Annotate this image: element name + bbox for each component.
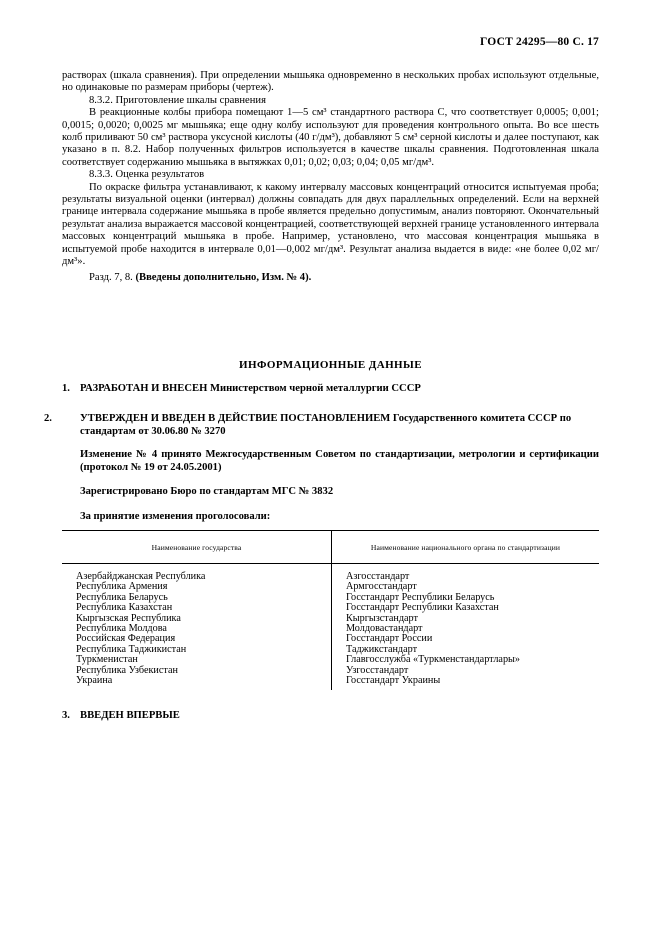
standards-body-name: Молдовастандарт (346, 623, 423, 635)
state-name: Республика Узбекистан (62, 666, 332, 676)
table-row (62, 564, 599, 583)
running-header: ГОСТ 24295—80 С. 17 (480, 36, 599, 48)
info-item-2-text: УТВЕРЖДЕН И ВВЕДЕН В ДЕЙСТВИЕ ПОСТАНОВЛЕНИЕМ Государственного комитета СССР по стандартам от 30.06.80 № 3270 (80, 413, 572, 437)
state-name: Республика Армения (62, 582, 332, 592)
amendment-reference (62, 272, 599, 284)
paragraph-result-evaluation: По окраске фильтра устанавливают, к какому интервалу массовых концентраций относится испытуемая проба; результаты визуальной оценки (интервал) должны совпадать для двух параллельных определений. Если на верхней границе интервала содержание мышьяка в пробе является предельно допустимым, анализ повторяют. Окончательный результат анализа выражается массовой концентрацией, соответствующей верхней границе установленного интервала массовых концентраций мышьяка в пробе. Например, установлено, что массовая концентрация мышьяка в испытуемой пробе находится в интервале 0,01—0,002 мг/дм³. Результат анализа выдается в виде: «не более 0,02 мг/дм³». (62, 181, 599, 268)
vote-table-header-state: Наименование государства (62, 531, 332, 564)
voted-note: За принятие изменения проголосовали: (80, 511, 271, 522)
state-name: Украина (62, 676, 332, 690)
state-name: Российская Федерация (62, 634, 332, 644)
change-note: Изменение № 4 принято Межгосударственным Советом по стандартизации, метрологии и сертификации (протокол № 19 от 24.05.2001) (80, 449, 599, 473)
info-item-1-number: 1. (62, 383, 70, 394)
standards-body-name: Главгосслужба «Туркменстандартлары» (346, 654, 520, 666)
info-item-1 (62, 383, 599, 396)
info-item-3 (62, 710, 599, 723)
info-item-1-text: РАЗРАБОТАН И ВНЕСЕН Министерством черной металлургии СССР (80, 383, 421, 394)
standards-body-name: Госстандарт Республики Беларусь (346, 591, 495, 603)
amendment-reference-plain: Разд. 7, 8. (89, 271, 136, 283)
body-text (62, 70, 599, 284)
standards-body-name: Госстандарт Республики Казахстан (346, 602, 499, 614)
state-name: Республика Беларусь (62, 593, 332, 603)
standards-body-name: Узгосстандарт (346, 664, 409, 676)
paragraph-scale-preparation: В реакционные колбы прибора помещают 1—5 см³ стандартного раствора С, что соответствует 0,0005; 0,001; 0,0015; 0,0020; 0,0025 мг мышьяка; еще одну колбу используют для проведения контрольного опыта. Во все шесть колб приливают 50 см³ раствора уксусной кислоты (40 г/дм³), добавляют 5 см³ серной кислоты и далее поступают, как указано в п. 8.2. Набор полученных фильтров используется в качестве шкалы сравнения. Подготовленная шкала соответствует содержанию мышьяка в вытяжках 0,01; 0,02; 0,03; 0,04; 0,05 мг/дм³. (62, 107, 599, 168)
standards-body-name: Азгосстандарт (346, 571, 410, 582)
table-row (62, 666, 599, 676)
state-name: Азербайджанская Республика (62, 564, 332, 583)
vote-table-header-row (62, 531, 599, 564)
info-item-2-number: 2. (44, 413, 52, 424)
state-name: Республика Молдова (62, 624, 332, 634)
state-name: Туркменистан (62, 655, 332, 665)
table-row (62, 676, 599, 690)
standards-body-name: Армгосстандарт (346, 581, 417, 593)
info-item-3-text: ВВЕДЕН ВПЕРВЫЕ (80, 710, 180, 721)
standards-body-name: Таджикстандарт (346, 643, 418, 655)
registration-note: Зарегистрировано Бюро по стандартам МГС № 3832 (80, 486, 334, 497)
state-name: Республика Казахстан (62, 603, 332, 613)
section-heading-8-3-3: 8.3.3. Оценка результатов (89, 169, 205, 181)
state-name: Кыргызская Республика (62, 614, 332, 624)
standards-body-name: Госстандарт Украины (346, 675, 441, 687)
standards-body-name: Госстандарт России (346, 633, 433, 645)
info-item-3-number: 3. (62, 710, 70, 721)
state-name: Республика Таджикистан (62, 645, 332, 655)
vote-table-header-body: Наименование национального органа по стандартизации (332, 531, 600, 564)
standards-body-name: Кыргызстандарт (346, 612, 418, 624)
info-item-2 (44, 413, 599, 438)
info-section-title: ИНФОРМАЦИОННЫЕ ДАННЫЕ (239, 359, 422, 371)
section-heading-8-3-2: 8.3.2. Приготовление шкалы сравнения (89, 94, 266, 106)
paragraph-continuation: растворах (шкала сравнения). При определении мышьяка одновременно в нескольких пробах используют отдельные, но одинаковые по размерам приборы (чертеж). (62, 70, 599, 94)
vote-table (62, 530, 599, 690)
amendment-reference-bold: (Введены дополнительно, Изм. № 4). (135, 271, 312, 283)
vote-table-body (62, 564, 599, 691)
